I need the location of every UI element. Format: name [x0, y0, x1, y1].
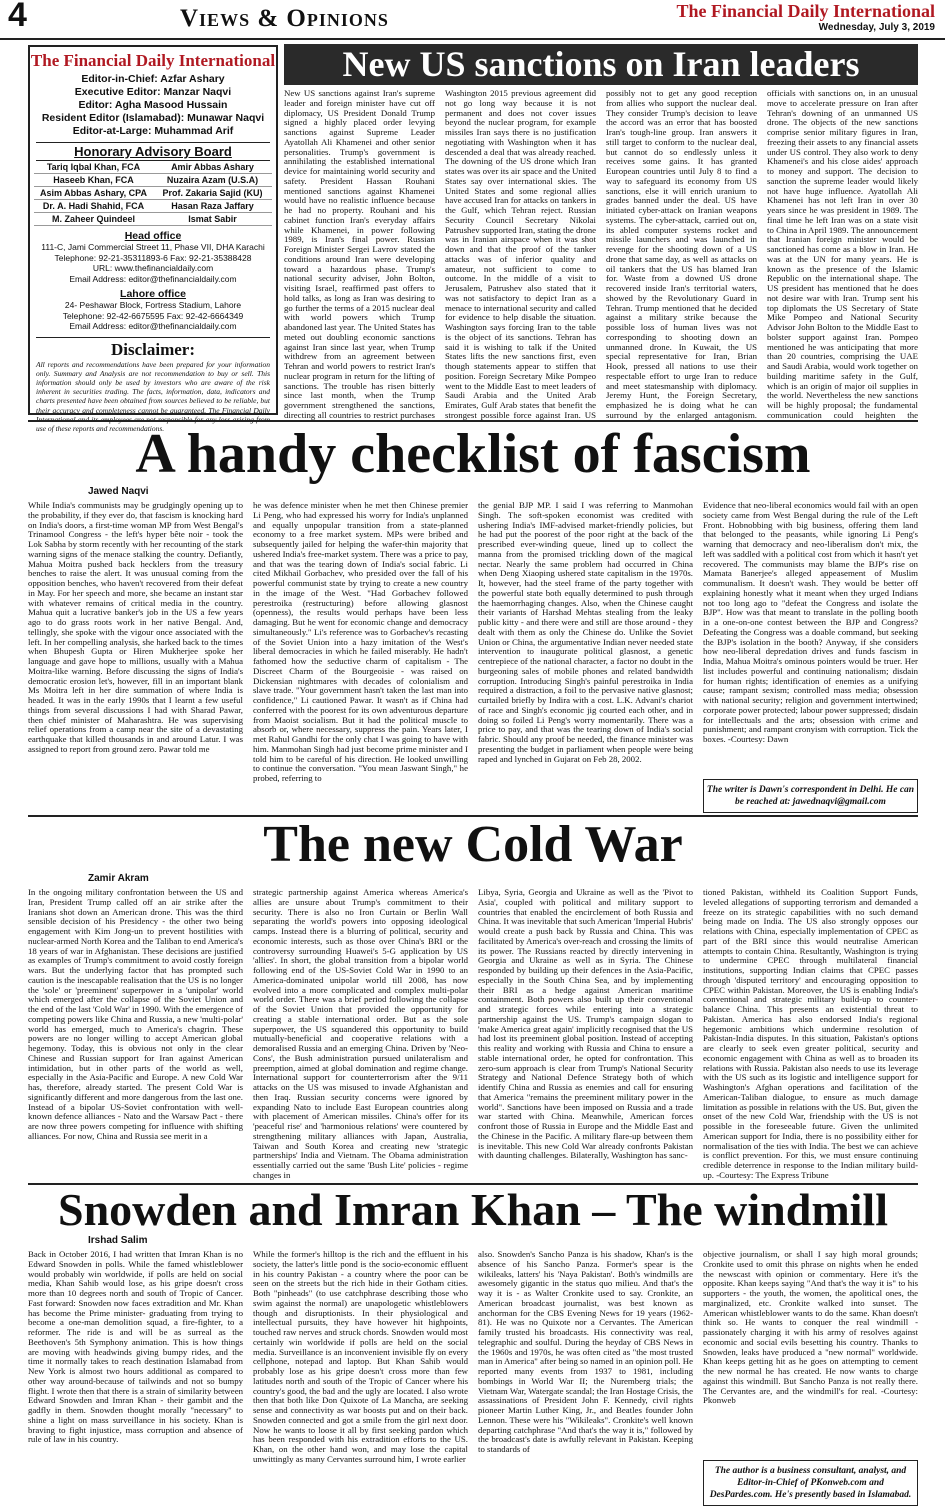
issue-date: Wednesday, July 3, 2019 [818, 22, 935, 33]
article-column: the genial BJP MP. I said I was referring to Manmohan Singh. The soft-spoken economist was credited with ushering India's IMF-advised market-friendly policies, but he had put the poorest of the poor right at the back of the prescribed ever-winding queue, lined up to collect the manna from the promised trickling down of the magical nectar. Nearly the same problem had occurred in China when Deng Xiaoping ushered state capitalism in the 1970s. It, however, had the steel frame of the party together with the powerful state both equally determined to push through the haemorrhaging changes. Also, when the Chinese caught their variants of Harshad Mehtas stealing from the leaky public kitty - and there were and still are those around - they dealt with them as only the Chinese do. Unlike the Soviet Union or China, the argumentative Indian never needed state intervention to inaugurate political glasnost, a genetic centrepiece of the national character, a factor no doubt in the burgeoning sales of mobile phones and related bandwidth corruption. Introducing Singh's painful perestroika in India required a distraction, a foil to the pervasive native glasnost; curtailed briefly by Indira with a cost. L.K. Advani's chariot of race and Singh's economic jig courted each other, and in doing so foiled Li Peng's worry momentarily. There was a price to pay, and that was the tearing down of India's social fabric. Should any proof be needed, the finance minister was presenting the budget in parliament when people were being raped and lynched in Gujarat on Feb 28, 2002. [478, 501, 693, 764]
address-line: Email Address: editor@thefinancialdaily.com [69, 321, 237, 331]
article-column: In the ongoing military confrontation between the US and Iran, President Trump called off an air strike after the Iranians shot down an American drone. This was the third sensible decision of his Presidency - the other two being engagement with Kim Jong-un to prevent hostilities with nuclear-armed North Korea and the Taliban to end America's 18 years of war in Afghanistan. These decisions are justified as examples of Trump's commitment to avoid costly foreign wars. But the underlying factor that has prompted such caution is the inescapable realisation that the US is no longer the 'sole' or 'preeminent' superpower in a 'unipolar' world which emerged after the collapse of the Soviet Union and the end of the last 'Cold War' in 1990. With the emergence of competing powers like China and Russia, a new 'multi-polar' world has emerged, much to America's chagrin. These powers are no longer willing to accept American global hegemony. Today, this is obvious not only in the clear Chinese and Russian support for Iran against American intimidation, but in other parts of the world as well, especially in the Asia-Pacific and Europe. A new Cold War has, therefore, already started. The present Cold War is significantly different and more dangerous from the last one. Instead of a bipolar US-Soviet confrontation with well-known defence alliances - Nato and the Warsaw Pact - there are now three powers competing for influence with shifting alliances. For now, China and Russia see merit in a [28, 888, 243, 1141]
advisor-name: Nuzaira Azam (U.S.A) [153, 174, 272, 187]
advisor-name: Ismat Sabir [153, 213, 272, 226]
advisor-name: Haseeb Khan, FCA [34, 174, 153, 187]
advisor-name: Prof. Zakaria Sajid (KU) [153, 187, 272, 200]
article-column: strategic partnership against America whereas America's allies are unsure about Trump's commitment to their security. There is also no Iron Curtain or Berlin Wall separating the world's powers into opposing ideological camps. Instead there is a blurring of political, security and economic interests, such as those over China's BRI or the controversy surrounding Huawei's 5-G application by US 'allies'. In short, the global transition from a bipolar world following end of the US-Soviet Cold War in 1990 to an America-dominated unipolar world till 2008, has now evolved into a more complicated and complex multi-polar world order. There was a brief period following the collapse of the Soviet Union that provided the opportunity for creating a stable international order. But as the sole superpower, the US squandered this opportunity to build mutually-beneficial and cooperative relations with a demoralised Russia and an emerging China. Driven by 'Neo-Cons', the Bush administration pursued unilateralism and preemption, aimed at global domination and regime change. International support for counterterrorism after the 9/11 attacks on the US was misused to invade Afghanistan and then Iraq. Russian security concerns were ignored by expanding Nato to include East European countries along with placement of American missiles. China's offer for its 'peaceful rise' and 'harmonious relations' were countered by strengthening military alliances with Japan, Australia, Taiwan and South Korea and creating new 'strategic partnerships' India and Vietnam. The Obama administration essentially carried out the same 'Bush Lite' policies - regime changes in [253, 888, 468, 1180]
head-office-title: Head office [124, 230, 182, 242]
article-headline: The new Cold War [263, 816, 683, 873]
section-title: Views & Opinions [180, 5, 389, 32]
article-byline: Zamir Akram [88, 873, 149, 884]
paper-name: The Financial Daily International [676, 1, 935, 21]
editor-line: Resident Editor (Islamabad): Munawar Naqvi [41, 112, 265, 124]
editor-line: Editor-at-Large: Muhammad Arif [72, 125, 234, 137]
article-column: objective journalism, or shall I say high moral grounds; Cronkite used to omit this phrase on nights when he ended the newscast with opinion or commentary. Here it's the opposite. Khan keeps saying "And that's the way it is" to his supporters - the youth, the women, the apolitical ones, the marginalized, etc. Cronkite walked into sunset. The American whistleblower wants to do the same. Khan doesn't think so. He wants to conquer the real windmill - passionately charging it with his army of resolves against economic and social evils besetting his country. Thanks to Snowden, leaks have produced a "new normal" worldwide. Khan keeps getting hit as he goes on attempting to cement the new normal he has created. He now wants to charge against this windmill. But Sancho Panza is not really there. The Cervantes are, and the windmill's for real. -Courtesy: Pkonweb [703, 1250, 918, 1406]
address-line: Telephone: 92-42-6675595 Fax: 92-42-6664349 [62, 310, 244, 321]
advisor-name: Asim Abbas Ashary, CPA [34, 187, 153, 200]
article-snowden-imran-khan [28, 1183, 918, 1503]
masthead [0, 0, 945, 40]
editorial-info-box [28, 45, 278, 433]
article-body [284, 89, 918, 421]
article-column: While the former's hilltop is the rich and the effluent in his society, the latter's little pond is the socio-economic effluent in his country Pakistan - a country where the poor can be seen on the streets but the rich hide in their Gotham cities. Both "pinheads" (to use catchphrase describing those who swim against the normal) are unapologetic whistleblowers though and disruptionists. In their physiological and intellectual pursuits, they have however hit highpoints, touched raw nerves and struck chords. Snowden would most certainly win worldwide if polls are held on the social media. Surveillance is an inconvenient invisible fly on every cellphone, notepad and laptop. But Khan Sahib would probably lose as his gripe doesn't cross more than few latitudes north and south of the Tropic of Cancer where his country's good, the bad and the ugly are located. I also wrote then that both like Don Quixote of La Mancha, are seeking sense and connectivity as war boosts put and on their back. Snowden connected and got a smile from the girl next door. Now he wants to loose it all by first seeking pardon which has been responded with his extradition efforts to the US. Khan, on the other hand won, and may lose the capital unwittingly as many Cervantes surround him, I wrote earlier [253, 1250, 468, 1464]
disclaimer-text: All reports and recommendations have been prepared for your information only. Summary and Analysis are not recommendation to buy or sell. This information should only be used by investors who are aware of the risk inherent in securities trading. The facts, information, data, indicators and charts presented have been obtained from sources believed to be reliable, but their accuracy and completeness cannot be guaranteed. The Financial Daily International and its employees are not responsible for any loss arising from use of these reports and recommendations. [36, 359, 270, 433]
article-column: tioned Pakistan, withheld its Coalition Support Funds, leveled allegations of supporting terrorism and demanded a freeze on its strategic capabilities with no such demand being made on India. The US also strongly opposes our relations with China, especially implementation of CPEC as part of the BRI since this would neutralise American attempts to contain China. Resultantly, Washington is trying to undermine CPEC through multilateral financial institutions, supporting Indian claims that CPEC passes through 'disputed territory' and encouraging opposition to CPEC within Pakistan. Moreover, the US is enabling India's conventional and strategic military build-up to counter-balance China. This presents an existential threat to Pakistan. America has also endorsed India's regional hegemonic ambitions which undermine resolution of Pakistan-India disputes. In this situation, Pakistan's options are clearly to seek even greater political, security and economic engagement with China as well as to broaden its relations with Russia. Pakistan also needs to use its leverage with the US such as its logistic and intelligence support for Washington's Afghan operations and facilitation of the American-Taliban dialogue, to ensure as much damage limitation as possible in relations with the US. But, given the onset of the new Cold War, friendship with the US is not possible in the foreseeable future. Given the unlimited American support for India, there is no possibility either for normalisation of the ties with India. The best we can achieve is conflict prevention. For this, we must ensure continuing credible deterrence in response to the Indian military build-up. -Courtesy: The Express Tribune [703, 888, 918, 1180]
article-headline: New US sanctions on Iran leaders [284, 44, 918, 85]
editor-line: Editor-in-Chief: Azfar Ashary [81, 73, 225, 85]
advisor-name: Amir Abbas Ashary [153, 161, 272, 174]
article-column: Back in October 2016, I had written that Imran Khan is no Edward Snowden in polls. While the famed whistleblower would probably win worldwide, if polls are held on social media, Khan Sahib would lose, as his gripe doesn't cross more than 10 degrees north and south of Tropic of Cancer. Fast forward: Snowden now faces extradition and Mr. Khan has become the Prime minister- graduating from trying to become a one-man demolition squad, a fire-fighter, to a reformer. The ride is and will be as surreal as the Beethoven's 5th Symphony animation. This is how things are moving with headwinds giving bumpy rides, and the time it normally takes to reach destination Islamabad from New York is almost two hours additional as compared to other way around-because of tailwinds and not so bumpy flight. I wrote then that there is a strain of similarity between Edward Snowden and Imran Khan - their gambit and the gadfly in them. Snowden thought morally "necessary" to shine a light on mass surveillance in his society. Khan is braving to fight injustice, mass corruption and absence of rule of law in his country. [28, 1250, 243, 1445]
page-number: 4 [8, 0, 27, 34]
address-line: 111-C, Jami Commercial Street 11, Phase VII, DHA Karachi [41, 242, 265, 252]
article-column: officials with sanctions on, in an unusual move to accelerate pressure on Iran after Tehran's downing of an unmanned US drone. The objects of the new sanctions comprise senior military figures in Iran, freezing their assets to any financial assets under US control. They also work to deny Khamenei's and his close aides' approach to money and support. The decision to sanction the supreme leader would likely not have huge influence. Ayatollah Ali Khamenei has not left Iran in over 30 years since he was president in 1989. The final time he left Iran was on a state visit to China in April 1989. The announcement that Iranian foreign minister would be sanctioned has come as a blow in Iran. He was at the UN for many years. He is known as the presence of the Islamic Republic on the international shape. The US president has mentioned that he does not desire war with Iran. Trump sent his top diplomats the US Secretary of State Mike Pompeo and National Security Advisor John Bolton to the Middle East to bolster support against Iran. Pompeo mentioned he was anticipating that more than 20 countries, comprising the UAE and Saudi Arabia, would work together on building maritime safety in the Gulf, which is an origin of major oil supplies in the world. Nevertheless the new sanctions will be highly proposal; the fundamental communication could heighten the [767, 89, 918, 420]
article-column: While India's communists may be grudgingly opening up to the probability, if they ever do, that fascism is knocking hard on India's doors, a first-time woman MP from West Bengal's Trinamool Congress - the left's hyper bête noir - took the Lok Sabha by storm recently with her recounting of the stark warning signs of the menace stalking the country. Defiantly, Mahua Moitra pushed back hecklers from the treasury benches to raise the alert. It was unusual coming from the opposition benches, who haven't recovered from their defeat in May. For her speech and more, she became an instant star with whatever remains of critical media in the country. Mahua quit a lucrative banker's job in the US a few years ago to do grass roots work in her native Bengal. And, tellingly, she spoke with the vigour once associated with the left. In her compelling analysis, she harked back to the times when Bhupesh Gupta or Hiren Mukherjee spoke her language and gave hope to millions, usually with a Mahua Moitra-like warning. Before discussing the signs of India's democratic erosion let's, however, fill in an important blank Ms Moitra left in her dire summation of where India is headed. It was in the early 1990s that I learnt a few useful things from several discussions I had with Sharad Pawar, then chief minister of Maharashtra. He was supervising relief operations from a camp near the site of a devastating earthquake that killed thousands in and around Latur. I was assigned to report from ground zero. Pawar told me [28, 501, 243, 754]
address-line: URL: www.thefinancialdaily.com [92, 263, 214, 273]
article-column: Evidence that neo-liberal economics would fail with an open society came from West Bengal during the rule of the Left Front. Hobnobbing with big business, offering them land that belonged to the peasants, while ignoring Li Peng's warning that democracy and neo-liberalism don't mix, the left was saddled with a political cost from which it hasn't yet recovered. The communists may blame the BJP's rise on Mamata Banerjee's alleged appeasement of Muslim communalism. It doesn't wash. They would be better off explaining honestly what it meant when they urged Indians not too long ago to "defeat the Congress and isolate the BJP". How was that meant to translate in the polling booth in a one-on-one contest between the BJP and Congress? Defeating the Congress was a doable command, but seeking the BJP's isolation in the booth? Anyway, if she considers how neo-liberal depredation drives and funds fascism in India, Mahua Moitra's ominous pointers would be truer. Her list includes powerful and continuing nationalism; disdain for human rights; identification of enemies as a unifying cause; rampant sexism; controlled mass media; obsession with national security; religion and government intertwined; corporate power protected; labour power suppressed; disdain for intellectuals and the arts; obsession with crime and punishment; and rampant cronyism with corruption. Tick the boxes. -Courtesy: Dawn [703, 501, 918, 744]
infobox-title: The Financial Daily International [30, 51, 276, 70]
article-column: Washington 2015 previous agreement did not go long way because it is not permanent and does not cover issues beyond the nuclear program, for example missiles Iran says there is no justification negotiating with Washington when it has descended a deal that was already reached. The downing of the US drone which Iran states was over its air space and the United States say over international skies. The United States and some regional allies have accused Iran for attacks on tankers in the Gulf, which Tehran reject. Russian Security Council Secretary Nikolai Patrushev supported Iran, stating the drone was in Iranian airspace when it was shot down and that the proof of the tanker attacks was of inferior quality and amateur, not sufficient to come to outcome. In the middle of a visit to Jerusalem, Patrushev also stated that it was not satisfactory to depict Iran as a menace to international security and called for evidence to help disable the situation. Washington says forcing Iran to the table is the object of its sanctions. Tehran has said it is wishing to talk if the United States lifts the new sanctions first, even though statements appear to stiffen that position. Foreign Secretary Mike Pompeo went to the Middle East to meet leaders of Saudi Arabia and the United Arab Emirates, Gulf Arab states that benefit the strongest possible force against Iran. US [445, 89, 596, 420]
address-line: 24- Peshawar Block, Fortress Stadium, Lahore [64, 300, 242, 310]
article-body [28, 888, 918, 1184]
article-iran-sanctions [284, 44, 918, 420]
article-fascism-checklist [28, 420, 918, 810]
lahore-office-title: Lahore office [120, 288, 186, 300]
address-line: Email Address: editor@thefinancialdaily.com [69, 273, 237, 284]
head-office-address [30, 242, 276, 284]
advisor-name: Tariq Iqbal Khan, FCA [34, 161, 153, 174]
lahore-office-address [30, 300, 276, 332]
article-headline: Snowden and Imran Khan – The windmill [58, 1184, 888, 1235]
article-column: possibly not to get any good reception from allies who support the nuclear deal. They consider Trump's decision to leave the accord was an error that has boosted Iran's tough-line group. Iran answers it still target to conform to the nuclear deal, but cannot do so endlessly unless it receives some gains. It has granted European countries until July 8 to find a way to safeguard its economy from US sanctions, else it will enrich uranium to grades banned under the deal. US have initiated cyber-attack on Iranian weapons systems. The cyber-attack, carried out on, its abled computer systems rocket and missile launchers and was launched in revenge for the shooting down of a US drone that same day, as well as attacks on oil tankers that the US has blamed Iran for. Waste from a downed US drone recovered inside Iran's territorial waters, showed by the Revolutionary Guard in Tehran. Trump mentioned that he decided against a military strike because the possible loss of human lives was not corresponding to shooting down an unmanned drone. In Kuwait, the US special representative for Iran, Brian Hook, pressed all nations to use their respectable effort to urge Iran to reduce and meet statesmanship with diplomacy. Jeremy Hunt, the Foreign Secretary, emphasized he is doing what he can surround by the enlarged antagonism. [606, 89, 757, 420]
advisor-name: Dr. A. Hadi Shahid, FCA [34, 200, 153, 213]
article-new-cold-war [28, 815, 918, 1180]
disclaimer-title: Disclaimer: [36, 337, 270, 360]
advisor-name: M. Zaheer Quindeel [34, 213, 153, 226]
editors-list [30, 73, 276, 138]
advisor-name: Hasan Raza Jaffary [153, 200, 272, 213]
article-headline: A handy checklist of fascism [135, 423, 811, 485]
article-body [28, 1250, 918, 1506]
article-column: also. Snowden's Sancho Panza is his shadow, Khan's is the absence of his Sancho Panza. Former's spear is the wikileaks, latters' his 'Naya Pakistan'. Both's windmills are awesomely gigantic in the status quo milieu. And that's the way it is - as Walter Cronkite used to say. Cronkite, an American broadcast journalist, was best known as anchorman for the CBS Evening News for 19 years (1962-81). He was no Quixote nor a Cervantes. The American family trusted his broadcasts. His connectivity was real, telegraphic and soulful. During the heyday of CBS News in the 1960s and 1970s, he was often cited as "the most trusted man in America" after being so named in an opinion poll. He reported many events from 1937 to 1981, including bombings in World War II; the Nuremberg trials; the Vietnam War, Watergate scandal; the Iran Hostage Crisis, the assassinations of President John F. Kennedy, civil rights pioneer Martin Luther King, Jr., and Beatles founder John Lennon. These were his "Wikileaks". Cronkite's well known departing catchphrase "And that's the way it is," followed by the broadcast's date is awfully relevant in Pakistan. Keeping to standards of [478, 1250, 693, 1454]
advisory-board-title: Honorary Advisory Board [36, 142, 270, 161]
article-column-wrap [703, 501, 918, 813]
author-credit-box: The writer is Dawn's correspondent in Delhi. He can be reached at: jawednaqvi@gmail.com [703, 779, 918, 813]
article-body [28, 501, 918, 813]
editor-line: Executive Editor: Manzar Naqvi [74, 86, 232, 98]
editor-line: Editor: Agha Masood Hussain [78, 99, 228, 111]
article-column: he was defence minister when he met then Chinese premier Li Peng, who had expressed his worry for India's unplanned and equally unpopular transition from a state-planned economy to a free market system. MPs were bribed and subsequently jailed for helping the wafer-thin majority that ushered India's free-market system. There was a price to pay, and that was the tearing down of India's social fabric. Li cited Mikhail Gorbachev, who presided over the fall of his powerful communist state by trying to create a new country in the image of the West. "Had Gorbachev followed perestroika (restructuring) before allowing glasnost (openness), the results would perhaps have been less damaging. But he went for economic change and democracy simultaneously." Li's reference was to Gorbachev's recasting of the Soviet Union into a hazy imitation of the West's liberal democracies in which he failed miserably. He hadn't fathomed how the seductive charm of capitalism - The Discreet Charm of the Bourgeoisie - was raised on Dickensian nightmares with decades of colonialism and slave trade. "Your government hasn't taken the last man into confidence," Li cautioned Pawar. It wasn't as if China had conferred with the poorest for its own adventurous departure from Maoist socialism. But it had the political muscle to absorb or, where necessary, suppress the pain. Years later, I met Rahul Gandhi for the only chat I was going to have with him. Manmohan Singh had just become prime minister and I told him to be careful of his direction. He looked unwilling to continue the conversation. "You mean Jaswant Singh," he probed, referring to [253, 501, 468, 783]
address-line: Telephone: 92-21-35311893-6 Fax: 92-21-35388428 [54, 252, 252, 263]
article-byline: Jawed Naqvi [88, 486, 149, 497]
article-column-wrap [703, 1250, 918, 1506]
article-column: New US sanctions against Iran's supreme leader and foreign minister have cut off diplomacy, US President Donald Trump signed a highly placed order levying sanctions against Supreme Leader Ayatollah Ali Khamenei and other senior personalities. Trump's government is annihilating the established international device for maintaining world security and safety. President Hassan Rouhani mentioned sanctions against Khamenei would have no realistic influence because he had no property. Rouhani and his cabinet function Iran's everyday affairs while Khamenei, in power following 1989, is Iran's final power. Russian Foreign Minister Sergei Lavrov stated the conditions around Iran were developing toward a hazardous phase. Trump's national security adviser, John Bolton, visiting Israel, reaffirmed past offers to hold talks, as long as Iran was desiring to go further the terms of a 2015 nuclear deal with world powers which Trump abandoned last year. The United States has meted out doubling economic sanctions against Iran since last year, when Trump withdrew from an agreement between Tehran and world powers to restrict Iran's nuclear program in return for the lifting of sanctions. The trouble has risen bitterly since last month, when the Trump government strengthened the sanctions, directing all countries to restrict purchases [284, 89, 435, 420]
advisory-board-list [34, 161, 272, 226]
author-credit-box: The author is a business consultant, analyst, and Editor-in-Chief of PKonweb.com and DesPardes.com. He's presently based in Islamabad. [703, 1460, 918, 1506]
article-column: Libya, Syria, Georgia and Ukraine as well as the 'Pivot to Asia', coupled with political and military support to countries that enabled the encirclement of both Russia and China. It was inevitable that such American 'Imperial Hubris' would create a push back by Russia and China. This was facilitated by America's over-reach and crossing the limits of its power. The Russians reacted by directly intervening in Georgia and Ukraine as well as in Syria. The Chinese responded by building up their defences in the Asia-Pacific, especially in the South China Sea, and by implementing their BRI as a hedge against American maritime containment. Both powers also built up their conventional and strategic forces while entering into a strategic partnership against the US. Trump's campaign slogan to 'make America great again' implicitly recognised that the US had lost its preeminent global position. Instead of accepting this reality and working with Russia and China to ensure a stable international order, he opted for confrontation. This zero-sum approach is clear from Trump's National Security Strategy and National Defence Strategy both of which identify China and Russia as enemies and call for ensuring that America "remains the preeminent military power in the world". Sanctions have been imposed on Russia and a trade war started with China. Meanwhile, American forces confront those of Russia in Europe and the Middle East and the Chinese in the Pacific. A military flare-up between them is inevitable. This new Cold War already confronts Pakistan with daunting challenges. Bilaterally, Washington has sanc- [478, 888, 693, 1161]
article-byline: Irshad Salim [88, 1235, 148, 1246]
